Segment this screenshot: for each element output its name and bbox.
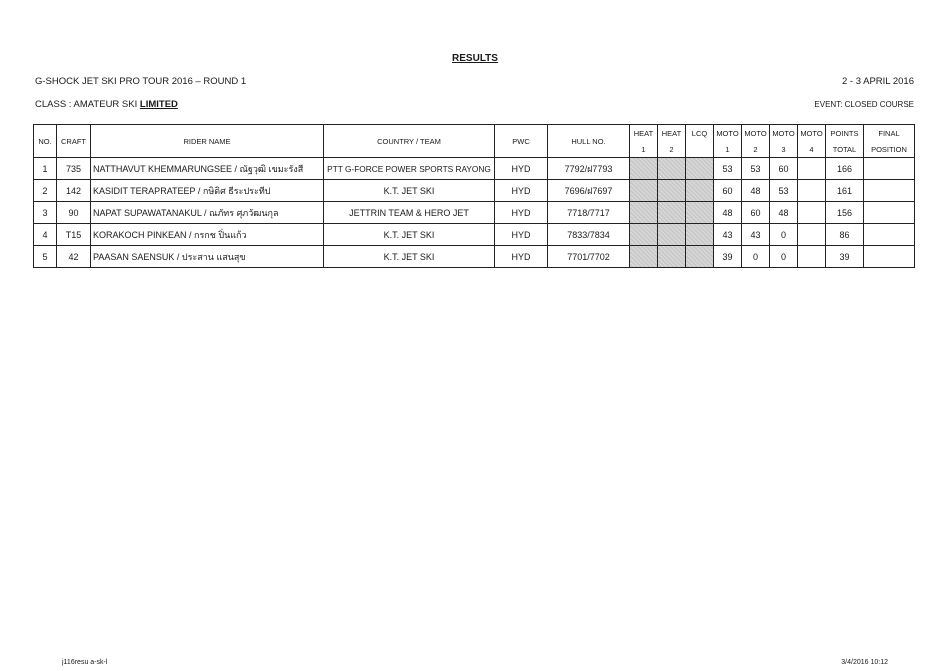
cell-moto2: 0	[742, 246, 770, 268]
table-row	[34, 246, 915, 268]
cell-team: K.T. JET SKI	[324, 180, 495, 202]
results-table	[33, 124, 915, 268]
cell-moto2: 43	[742, 224, 770, 246]
cell-final-position	[864, 246, 915, 268]
header-hull-no: HULL NO.	[548, 125, 630, 158]
cell-moto4	[798, 224, 826, 246]
cell-hull: 7833/7834	[548, 224, 630, 246]
cell-craft: 142	[57, 180, 91, 202]
cell-final-position	[864, 180, 915, 202]
cell-craft: 42	[57, 246, 91, 268]
header-rider-name: RIDER NAME	[91, 125, 324, 158]
header-heat2-bottom: 2	[658, 141, 686, 158]
cell-pwc: HYD	[495, 224, 548, 246]
cell-moto2: 60	[742, 202, 770, 224]
cell-moto1: 39	[714, 246, 742, 268]
cell-points-total: 86	[826, 224, 864, 246]
table-row	[34, 158, 915, 180]
cell-rider-name: KASIDIT TERAPRATEEP / กษิดิศ ธีระประทีป	[91, 180, 324, 202]
cell-pwc: HYD	[495, 246, 548, 268]
cell-lcq	[686, 246, 714, 268]
cell-moto2: 53	[742, 158, 770, 180]
cell-heat2	[658, 246, 686, 268]
cell-no: 5	[34, 246, 57, 268]
cell-points-total: 39	[826, 246, 864, 268]
header-moto4-top: MOTO	[798, 125, 826, 142]
cell-moto1: 60	[714, 180, 742, 202]
cell-final-position	[864, 158, 915, 180]
header-moto1-top: MOTO	[714, 125, 742, 142]
cell-heat2	[658, 202, 686, 224]
cell-team: K.T. JET SKI	[324, 224, 495, 246]
event-type: EVENT: CLOSED COURSE	[814, 100, 914, 109]
cell-moto3: 53	[770, 180, 798, 202]
cell-heat1	[630, 224, 658, 246]
header-moto1-bottom: 1	[714, 141, 742, 158]
cell-team: PTT G-FORCE POWER SPORTS RAYONG	[324, 158, 495, 180]
cell-hull: 7718/7717	[548, 202, 630, 224]
header-final-bottom: POSITION	[864, 141, 915, 158]
cell-lcq	[686, 224, 714, 246]
cell-moto4	[798, 246, 826, 268]
footer-report-code: j116resu a-sk-l	[62, 659, 108, 666]
cell-team: K.T. JET SKI	[324, 246, 495, 268]
cell-moto1: 48	[714, 202, 742, 224]
cell-pwc: HYD	[495, 180, 548, 202]
footer-timestamp: 3/4/2016 10:12	[841, 659, 888, 666]
cell-heat2	[658, 224, 686, 246]
cell-no: 3	[34, 202, 57, 224]
cell-points-total: 156	[826, 202, 864, 224]
cell-craft: 735	[57, 158, 91, 180]
cell-moto3: 48	[770, 202, 798, 224]
header-heat1-bottom: 1	[630, 141, 658, 158]
table-row	[34, 224, 915, 246]
cell-heat1	[630, 202, 658, 224]
cell-heat2	[658, 180, 686, 202]
cell-craft: 90	[57, 202, 91, 224]
cell-heat2	[658, 158, 686, 180]
cell-lcq	[686, 180, 714, 202]
cell-pwc: HYD	[495, 202, 548, 224]
header-lcq: LCQ	[686, 125, 714, 142]
cell-no: 4	[34, 224, 57, 246]
cell-final-position	[864, 224, 915, 246]
event-name: G-SHOCK JET SKI PRO TOUR 2016 – ROUND 1	[35, 76, 247, 87]
cell-hull: 7701/7702	[548, 246, 630, 268]
cell-heat1	[630, 180, 658, 202]
class-limited: LIMITED	[139, 99, 178, 110]
header-points-top: POINTS	[826, 125, 864, 142]
cell-rider-name: PAASAN SAENSUK / ประสาน แสนสุข	[91, 246, 324, 268]
cell-rider-name: KORAKOCH PINKEAN / กรกช ปิ่นแก้ว	[91, 224, 324, 246]
cell-craft: T15	[57, 224, 91, 246]
table-row	[34, 202, 915, 224]
class-line	[35, 99, 178, 110]
cell-moto1: 43	[714, 224, 742, 246]
table-body	[34, 158, 915, 268]
header-moto3-top: MOTO	[770, 125, 798, 142]
header-moto2-top: MOTO	[742, 125, 770, 142]
cell-no: 1	[34, 158, 57, 180]
header-pwc: PWC	[495, 125, 548, 158]
header-lcq-bottom	[686, 141, 714, 158]
cell-rider-name: NAPAT SUPAWATANAKUL / ณภัทร ศุภวัฒนกุล	[91, 202, 324, 224]
cell-points-total: 166	[826, 158, 864, 180]
cell-lcq	[686, 158, 714, 180]
cell-no: 2	[34, 180, 57, 202]
cell-moto4	[798, 202, 826, 224]
cell-moto4	[798, 158, 826, 180]
header-heat2-top: HEAT	[658, 125, 686, 142]
cell-team: JETTRIN TEAM & HERO JET	[324, 202, 495, 224]
cell-pwc: HYD	[495, 158, 548, 180]
header-no: NO.	[34, 125, 57, 158]
cell-moto3: 0	[770, 224, 798, 246]
cell-heat1	[630, 158, 658, 180]
header-final-top: FINAL	[864, 125, 915, 142]
header-craft: CRAFT	[57, 125, 91, 158]
cell-heat1	[630, 246, 658, 268]
cell-moto3: 0	[770, 246, 798, 268]
header-moto2-bottom: 2	[742, 141, 770, 158]
table-header	[34, 125, 915, 158]
document-title: RESULTS	[452, 53, 498, 64]
cell-hull: 7792/ฝ7793	[548, 158, 630, 180]
cell-moto3: 60	[770, 158, 798, 180]
event-date: 2 - 3 APRIL 2016	[841, 76, 914, 87]
cell-moto2: 48	[742, 180, 770, 202]
header-points-bottom: TOTAL	[826, 141, 864, 158]
header-country-team: COUNTRY / TEAM	[324, 125, 495, 158]
class-prefix: CLASS : AMATEUR SKI	[35, 99, 140, 110]
header-moto4-bottom: 4	[798, 141, 826, 158]
cell-moto4	[798, 180, 826, 202]
table-row	[34, 180, 915, 202]
cell-moto1: 53	[714, 158, 742, 180]
cell-points-total: 161	[826, 180, 864, 202]
cell-hull: 7696/ฝ7697	[548, 180, 630, 202]
header-heat1-top: HEAT	[630, 125, 658, 142]
header-moto3-bottom: 3	[770, 141, 798, 158]
cell-lcq	[686, 202, 714, 224]
cell-rider-name: NATTHAVUT KHEMMARUNGSEE / ณัฐวุฒิ เขมะรังสี	[91, 158, 324, 180]
cell-final-position	[864, 202, 915, 224]
